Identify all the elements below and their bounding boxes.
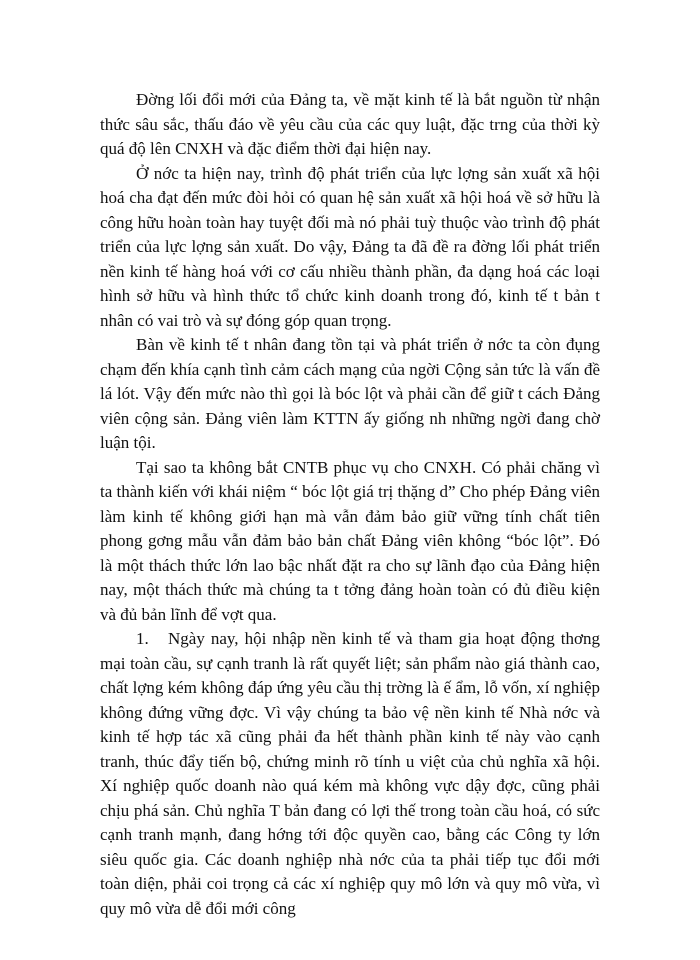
paragraph-2: Ở nớc ta hiện nay, trình độ phát triển của lực lợng sản xuất xã hội hoá cha đạt đến mức đòi hỏi có quan hệ sản xuất xã hội hoá về sở hữu là công hữu hoàn toàn hay tuyệt đối mà nó phải tuỳ thuộc vào trình độ phát triển của lực lợng sản xuất. Do vậy, Đảng ta đã đề ra đờng lối phát triển nền kinh tế hàng hoá với cơ cấu nhiều thành phần, đa dạng hoá các loại hình sở hữu và hình thức tổ chức kinh doanh trong đó, kinh tế t bản t nhân có vai trò và sự đóng góp quan trọng. [100, 163, 600, 330]
paragraph-4: Tại sao ta không bắt CNTB phục vụ cho CNXH. Có phải chăng vì ta thành kiến với khái niệm “ bóc lột giá trị thặng d” Cho phép Đảng viên làm kinh tế không giới hạn mà vẫn đảm bảo giữ vững tính chất tiên phong gơng mẫu vẫn đảm bảo bản chất Đảng viên không “bóc lột”. Đó là một thách thức lớn lao bậc nhất đặt ra cho sự lãnh đạo của Đảng hiện nay, một thách thức mà chúng ta t tởng đảng hoàn toàn có đủ điều kiện và đủ bản lĩnh để vợt qua. [100, 457, 600, 624]
numbered-item-1 [100, 627, 600, 921]
item-number: 1. [136, 629, 149, 648]
paragraph-3: Bàn về kinh tế t nhân đang tồn tại và phát triển ở nớc ta còn đụng chạm đến khía cạnh tình cảm cách mạng của ngời Cộng sản tức là vấn đề lá lót. Vậy đến mức nào thì gọi là bóc lột và phải cần để giữ t cách Đảng viên cộng sản. Đảng viên làm KTTN ấy giống nh những ngời đang chờ luận tội. [100, 335, 600, 452]
paragraph-1: Đờng lối đổi mới của Đảng ta, về mặt kinh tế là bắt nguồn từ nhận thức sâu sắc, thấu đáo về yêu cầu của các quy luật, đặc trng của thời kỳ quá độ lên CNXH và đặc điểm thời đại hiện nay. [100, 90, 600, 158]
numbered-item-text: Ngày nay, hội nhập nền kinh tế và tham gia hoạt động thơng mại toàn cầu, sự cạnh tranh là rất quyết liệt; sản phẩm nào giá thành cao, chất lợng kém không đáp ứng yêu cầu thị trờng là ế ẩm, lỗ vốn, xí nghiệp không đứng vững đợc. Vì vậy chúng ta bảo vệ nền kinh tế Nhà nớc và kinh tế hợp tác xã cũng phải đa hết thành phần kinh tế này vào cạnh tranh, thúc đẩy tiến bộ, chứng minh rõ tính u việt của chủ nghĩa xã hội. Xí nghiệp quốc doanh nào quá kém mà không vực dậy đợc, cũng phải chịu phá sản. Chủ nghĩa T bản đang có lợi thế trong toàn cầu hoá, có sức cạnh tranh mạnh, đang hớng tới độc quyền cao, bằng các Công ty lớn siêu quốc gia. Các doanh nghiệp nhà nớc của ta phải tiếp tục đổi mới toàn diện, phải coi trọng cả các xí nghiệp quy mô lớn và quy mô vừa, vì quy mô vừa dễ đổi mới công [100, 629, 600, 918]
